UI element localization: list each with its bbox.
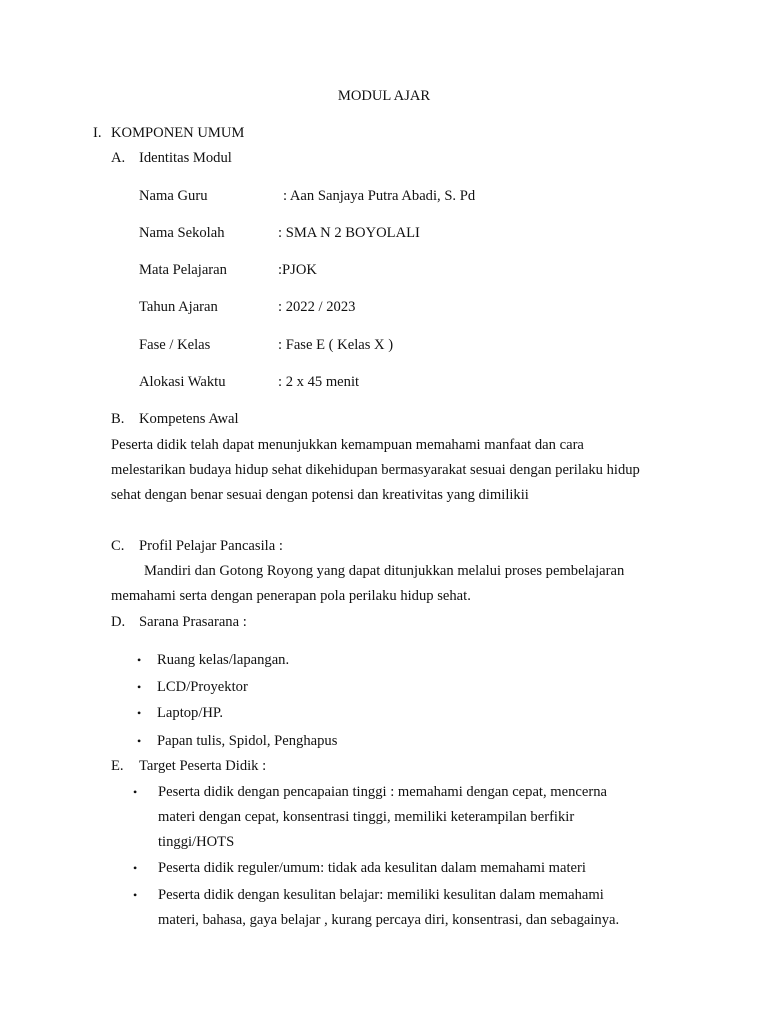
bullet-icon: •	[133, 888, 138, 902]
paragraph-line: melestarikan budaya hidup sehat dikehidupan bermasyarakat sesuai dengan perilaku hidup	[111, 462, 640, 478]
list-item: Laptop/HP.	[157, 705, 224, 721]
subsection-letter-c: C.	[111, 538, 125, 554]
identity-label: Fase / Kelas	[139, 337, 211, 353]
subsection-letter-d: D.	[111, 614, 126, 630]
identity-value: : 2022 / 2023	[278, 299, 356, 315]
list-item-line: Peserta didik reguler/umum: tidak ada kesulitan dalam memahami materi	[158, 860, 586, 876]
subsection-heading-identitas: Identitas Modul	[139, 150, 232, 166]
bullet-icon: •	[137, 734, 142, 748]
subsection-heading-target: Target Peserta Didik :	[139, 758, 267, 774]
subsection-letter-b: B.	[111, 411, 125, 427]
bullet-icon: •	[137, 706, 142, 720]
subsection-heading-kompetensi: Kompetens Awal	[139, 411, 239, 427]
paragraph-line: memahami serta dengan penerapan pola perilaku hidup sehat.	[111, 588, 471, 604]
identity-value: : 2 x 45 menit	[278, 374, 360, 390]
identity-value: : SMA N 2 BOYOLALI	[278, 225, 420, 241]
list-item: Ruang kelas/lapangan.	[157, 652, 290, 668]
subsection-letter-e: E.	[111, 758, 124, 774]
identity-label: Nama Guru	[139, 188, 208, 204]
identity-value: :PJOK	[278, 262, 317, 278]
bullet-icon: •	[137, 680, 142, 694]
bullet-icon: •	[137, 653, 142, 667]
bullet-icon: •	[133, 861, 138, 875]
subsection-heading-sarana: Sarana Prasarana :	[139, 614, 247, 630]
list-item-line: materi dengan cepat, konsentrasi tinggi, memiliki keterampilan berfikir	[158, 809, 575, 825]
paragraph-line: Mandiri dan Gotong Royong yang dapat ditunjukkan melalui proses pembelajaran	[144, 563, 625, 579]
subsection-letter-a: A.	[111, 150, 126, 166]
identity-label: Nama Sekolah	[139, 225, 225, 241]
list-item-line: materi, bahasa, gaya belajar , kurang percaya diri, konsentrasi, dan sebagainya.	[158, 912, 620, 928]
identity-value: : Fase E ( Kelas X )	[278, 337, 394, 353]
identity-label: Alokasi Waktu	[139, 374, 226, 390]
list-item-line: Peserta didik dengan pencapaian tinggi : memahami dengan cepat, mencerna	[158, 784, 607, 800]
page-title: MODUL AJAR	[337, 88, 431, 104]
list-item-line: tinggi/HOTS	[158, 834, 235, 850]
identity-label: Tahun Ajaran	[139, 299, 218, 315]
paragraph-line: sehat dengan benar sesuai dengan potensi dan kreativitas yang dimilikii	[111, 487, 529, 503]
identity-value: : Aan Sanjaya Putra Abadi, S. Pd	[283, 188, 476, 204]
list-item-line: Peserta didik dengan kesulitan belajar: memiliki kesulitan dalam memahami	[158, 887, 604, 903]
subsection-heading-profil: Profil Pelajar Pancasila :	[139, 538, 283, 554]
list-item: Papan tulis, Spidol, Penghapus	[157, 733, 338, 749]
list-item: LCD/Proyektor	[157, 679, 248, 695]
identity-label: Mata Pelajaran	[139, 262, 227, 278]
section-heading: KOMPONEN UMUM	[111, 125, 245, 141]
section-number: I.	[93, 125, 102, 141]
paragraph-line: Peserta didik telah dapat menunjukkan kemampuan memahami manfaat dan cara	[111, 437, 584, 453]
bullet-icon: •	[133, 785, 138, 799]
